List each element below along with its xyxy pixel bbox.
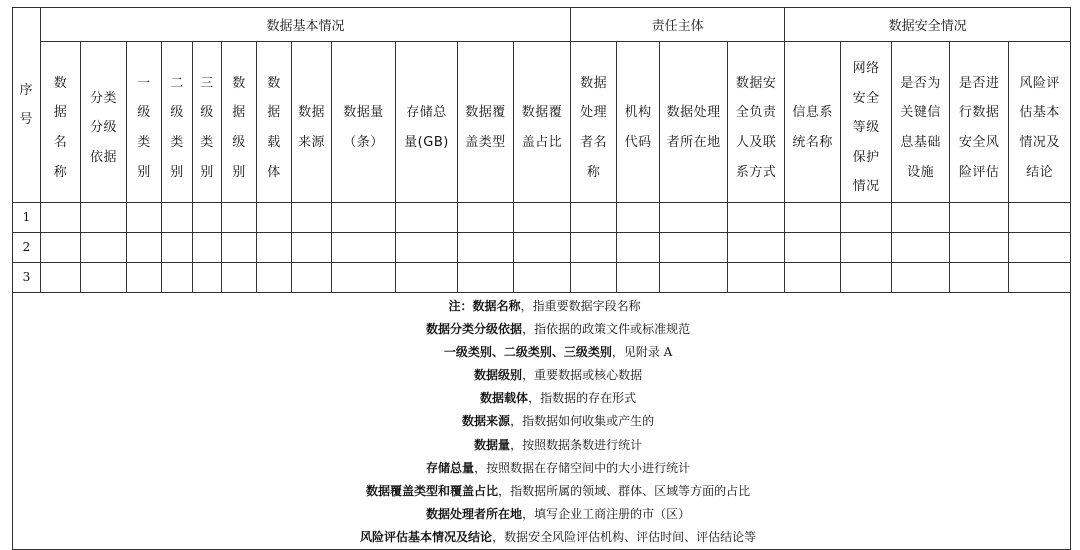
col-level3-category: 三级类别 bbox=[200, 75, 214, 180]
note-desc: ，数据安全风险评估机构、评估时间、评估结论等 bbox=[492, 529, 757, 544]
note-desc: ，重要数据或核心数据 bbox=[522, 368, 643, 383]
note-desc: ，按照数据条数进行统计 bbox=[510, 437, 643, 452]
col-info-system-name: 信息系统名称 bbox=[792, 105, 833, 150]
group-basic-info: 数据基本情况 bbox=[41, 8, 571, 42]
col-data-volume: 数据量（条） bbox=[343, 105, 384, 150]
note-desc: ，按照数据在存储空间中的大小进行统计 bbox=[474, 460, 691, 475]
notes-cell bbox=[13, 292, 1071, 549]
note-desc: ，指数据如何收集或产生的 bbox=[510, 414, 655, 429]
note-term: 数据名称 bbox=[472, 298, 521, 313]
table-row bbox=[13, 202, 1071, 232]
note-desc: ，见附录 A bbox=[611, 345, 673, 360]
row-number: 3 bbox=[13, 262, 41, 292]
col-data-carrier: 数据载体 bbox=[267, 75, 281, 180]
table-row bbox=[13, 262, 1071, 292]
note-term: 数据量 bbox=[474, 437, 511, 452]
note-term: 风险评估基本情况及结论 bbox=[360, 529, 493, 544]
data-inventory-table bbox=[12, 7, 1071, 550]
group-security-info: 数据安全情况 bbox=[785, 8, 1071, 42]
col-coverage-ratio: 数据覆盖占比 bbox=[521, 105, 563, 150]
col-data-source: 数据来源 bbox=[297, 105, 325, 150]
note-term: 数据处理者所在地 bbox=[426, 506, 523, 521]
note-term: 数据载体 bbox=[480, 391, 529, 406]
col-is-cii: 是否为关键信息基础设施 bbox=[900, 75, 941, 180]
note-desc: ，指数据所属的领域、群体、区域等方面的占比 bbox=[498, 483, 751, 498]
col-storage-total: 存储总量(GB) bbox=[404, 105, 449, 150]
col-level2-category: 二级类别 bbox=[170, 75, 184, 180]
col-security-contact: 数据安全负责人及联系方式 bbox=[735, 75, 777, 180]
note-term: 数据覆盖类型和覆盖占比 bbox=[366, 483, 499, 498]
col-level1-category: 一级类别 bbox=[137, 75, 151, 180]
col-coverage-type: 数据覆盖类型 bbox=[465, 105, 506, 150]
note-desc: ，指重要数据字段名称 bbox=[520, 298, 641, 313]
col-org-code: 机构代码 bbox=[624, 105, 652, 150]
note-term: 存储总量 bbox=[426, 460, 475, 475]
note-term: 数据来源 bbox=[462, 414, 511, 429]
note-term: 数据级别 bbox=[474, 368, 523, 383]
seq-header: 序号 bbox=[19, 82, 34, 127]
col-risk-assessment-summary: 风险评估基本情况及结论 bbox=[1019, 75, 1060, 180]
note-term: 一级类别、二级类别、三级类别 bbox=[443, 345, 612, 360]
row-number: 1 bbox=[13, 202, 41, 232]
table-row bbox=[13, 232, 1071, 262]
note-desc: ，指数据的存在形式 bbox=[528, 391, 637, 406]
col-processor-name: 数据处理者名称 bbox=[580, 75, 608, 180]
note-term: 数据分类分级依据 bbox=[426, 322, 523, 337]
col-processor-location: 数据处理者所在地 bbox=[666, 105, 721, 150]
group-responsible-subject: 责任主体 bbox=[571, 8, 785, 42]
notes bbox=[13, 293, 1070, 549]
col-mlps-status: 网络安全等级保护情况 bbox=[852, 61, 880, 195]
note-desc: ，填写企业工商注册的市（区） bbox=[522, 506, 691, 521]
col-data-grade: 数据级别 bbox=[232, 75, 246, 180]
col-data-name: 数据名称 bbox=[53, 75, 68, 180]
seq-header-cell bbox=[13, 8, 41, 203]
notes-prefix: 注： bbox=[448, 298, 473, 313]
col-risk-assessed: 是否进行数据安全风险评估 bbox=[958, 75, 1000, 180]
row-number: 2 bbox=[13, 232, 41, 262]
note-desc: ，指依据的政策文件或标准规范 bbox=[522, 322, 691, 337]
col-classification-basis: 分类分级依据 bbox=[89, 90, 117, 165]
